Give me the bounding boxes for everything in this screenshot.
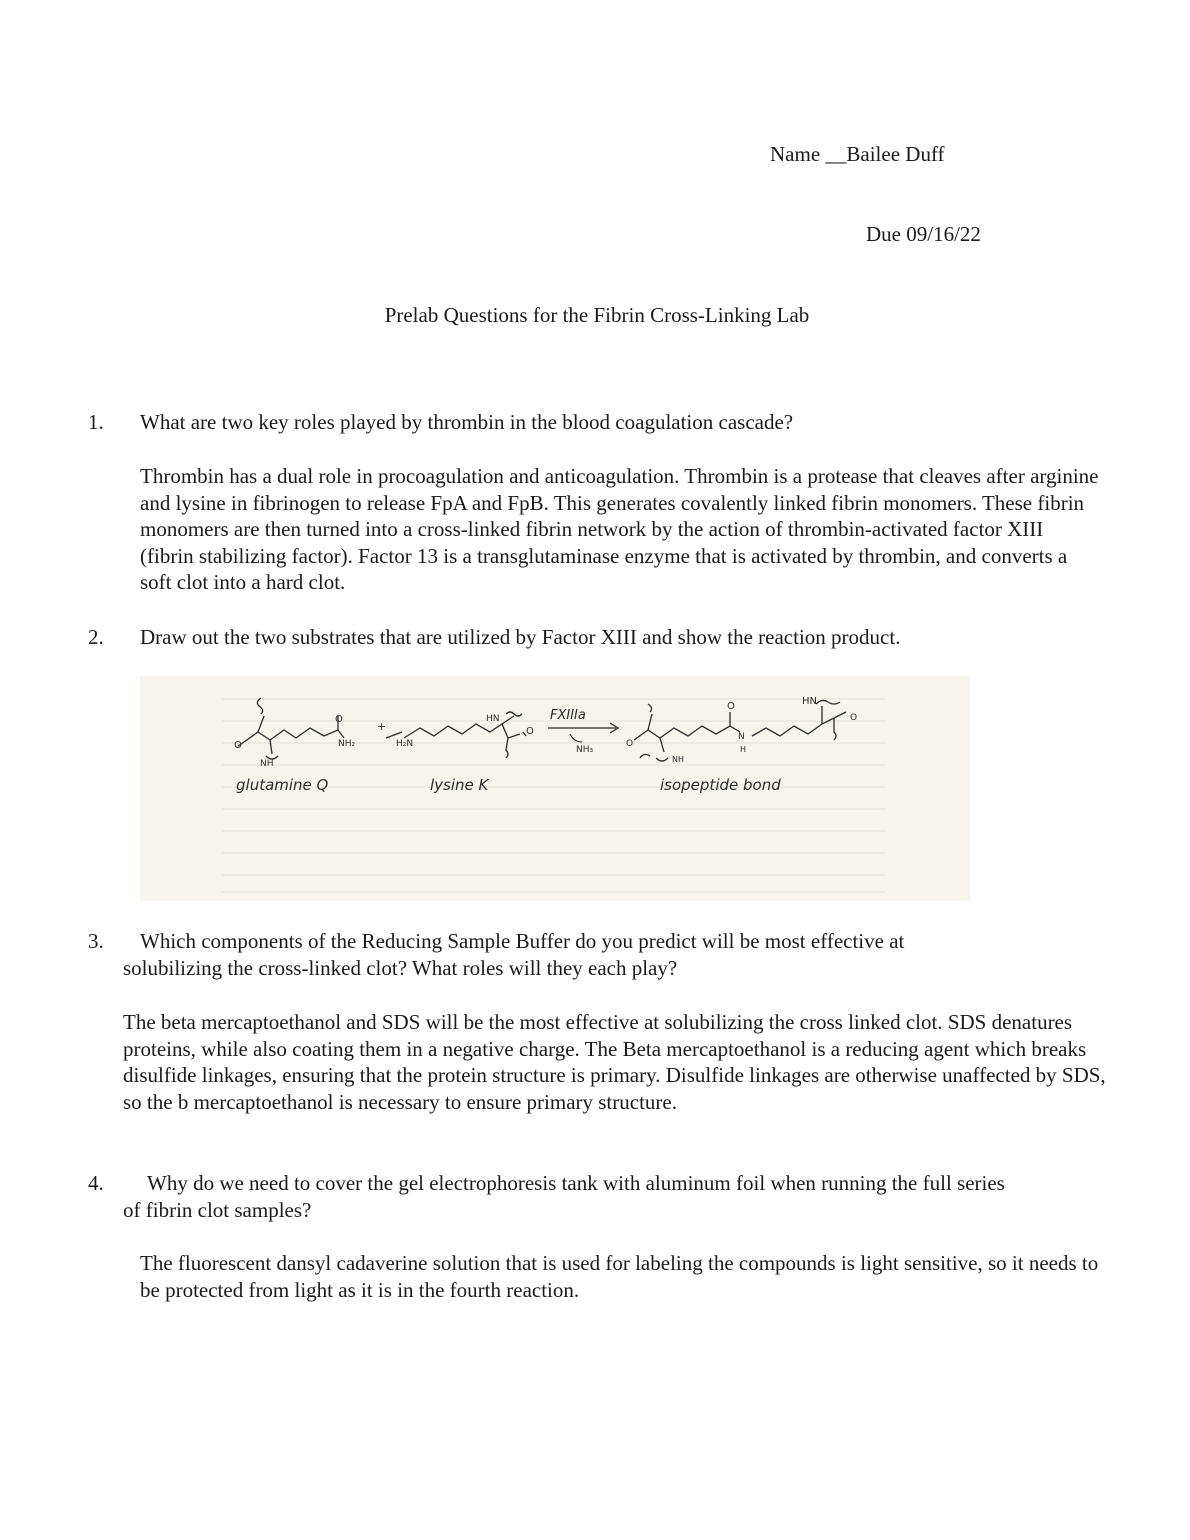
question-number: 1. — [88, 410, 104, 434]
question-text: What are two key roles played by thrombin in the blood coagulation cascade? — [140, 410, 794, 434]
plus-sign: + — [377, 720, 387, 733]
ammonia-label: NH₃ — [576, 745, 594, 755]
oxygen-label: O — [234, 740, 242, 751]
reaction-arrow — [548, 723, 618, 742]
oxygen-label: O — [727, 701, 735, 712]
answer-text: The fluorescent dansyl cadaverine solution that is used for labeling the compounds is light sensitive, so it needs to be protected from light as it is in the fourth reaction. — [140, 1251, 1099, 1302]
answer-text: Thrombin has a dual role in procoagulation and anticoagulation. Thrombin is a protease that cleaves after arginine and lysine in fibrinogen to release FpA and FpB. This generates covalently linked fibrin monomers. These fibrin monomers are then turned into a cross-linked fibrin network by the action of thrombin-activated factor XIII (fibrin stabilizing factor). Factor 13 is a transglutaminase enzyme that is activated by thrombin, and converts a soft clot into a hard clot. — [140, 464, 1099, 595]
glutamine-label: glutamine Q — [236, 776, 329, 794]
question-text: Which components of the Reducing Sample Buffer do you predict will be most effective at — [140, 929, 905, 953]
nh-label: NH — [260, 759, 274, 769]
oxygen-label: O — [626, 739, 634, 749]
hn-label: HN — [486, 714, 500, 724]
hn-label: HN — [802, 696, 817, 707]
question-text: Why do we need to cover the gel electrophoresis tank with aluminum foil when running the full series — [147, 1171, 1005, 1195]
page-title: Prelab Questions for the Fibrin Cross-Linking Lab — [384, 303, 810, 327]
hydrogen-label: H — [740, 745, 747, 754]
nh2-label: NH₂ — [338, 739, 356, 749]
oxygen-label: O — [335, 714, 343, 725]
enzyme-label: FXIIIa — [550, 708, 586, 723]
question-number: 2. — [88, 625, 104, 649]
oxygen-label: O — [850, 713, 858, 723]
h2n-label: H₂N — [396, 739, 414, 749]
oxygen-label: O — [526, 726, 534, 737]
question-text-continued: of fibrin clot samples? — [123, 1198, 312, 1222]
reaction-sketch-image — [140, 676, 970, 901]
reaction-drawing — [140, 676, 970, 901]
question-number: 3. — [88, 929, 104, 953]
answer-text: The beta mercaptoethanol and SDS will be the most effective at solubilizing the cross linked clot. SDS denatures proteins, while also coating them in a negative charge. The Beta mercaptoethanol is a reducing agent which breaks disulfide linkages, ensuring that the protein structure is primary. Disulfide linkages are otherwise unaffected by SDS, so the b mercaptoethanol is necessary to ensure primary structure. — [123, 1010, 1106, 1114]
question-text: Draw out the two substrates that are utilized by Factor XIII and show the reaction product. — [140, 625, 901, 649]
nh-label: NH — [672, 755, 684, 764]
due-date: Due 09/16/22 — [866, 222, 981, 246]
nitrogen-label: N — [738, 732, 745, 742]
student-name: Name __Bailee Duff — [770, 142, 945, 166]
isopeptide-label: isopeptide bond — [660, 776, 781, 794]
question-number: 4. — [88, 1171, 104, 1195]
lysine-label: lysine K — [430, 776, 489, 794]
question-text-continued: solubilizing the cross-linked clot? What roles will they each play? — [123, 956, 678, 980]
